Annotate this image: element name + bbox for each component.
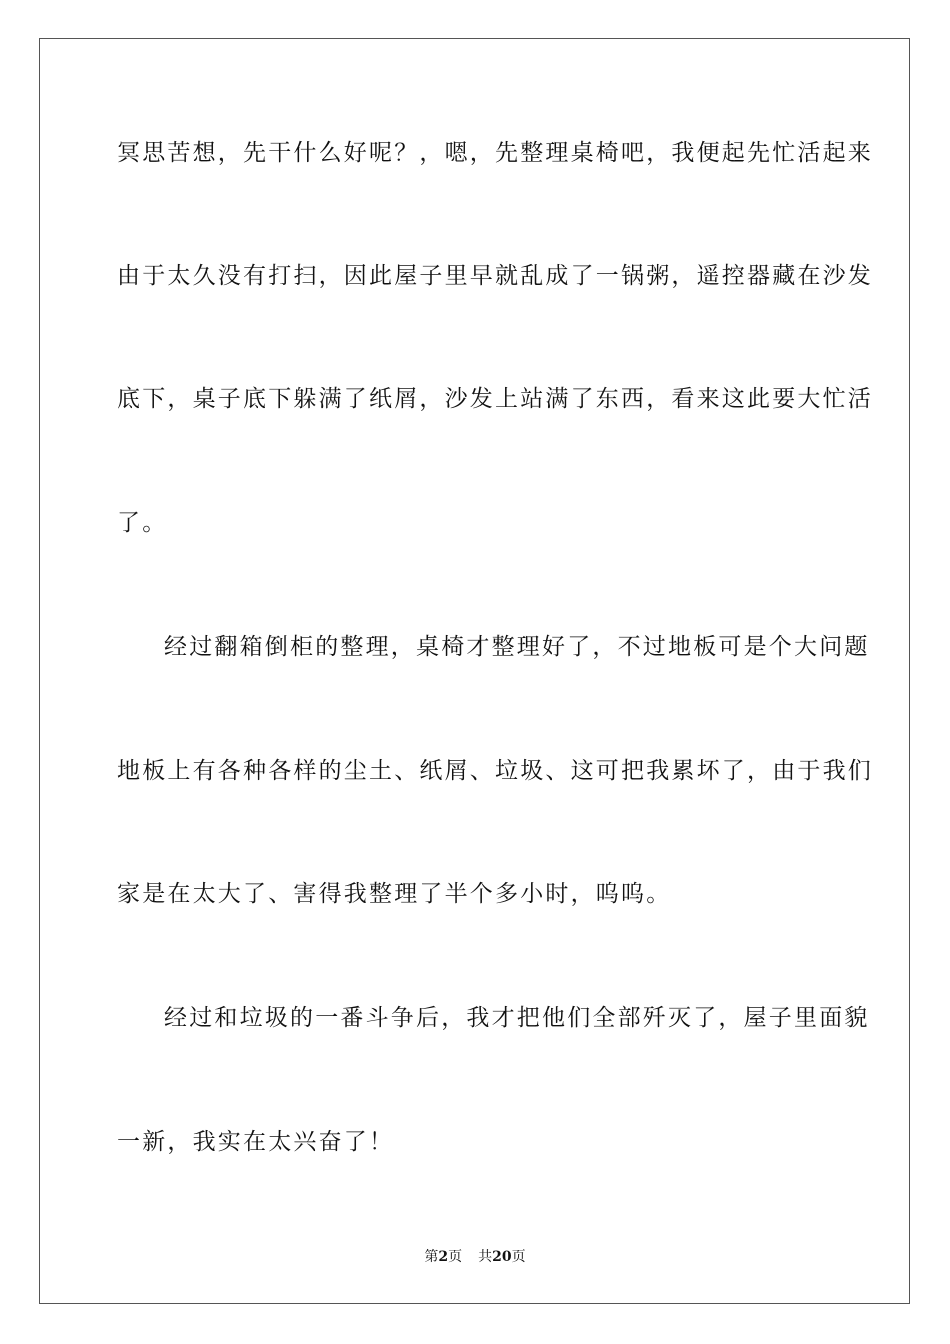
- text-line: 了。: [117, 510, 168, 536]
- current-page-number: 2: [438, 1249, 449, 1265]
- total-label-prefix: 共: [478, 1249, 493, 1265]
- total-page-count: 20: [492, 1249, 512, 1265]
- text-line: 底下，桌子底下躲满了纸屑，沙发上站满了东西，看来这此要大忙活: [117, 386, 873, 412]
- page-label-prefix: 第: [424, 1249, 439, 1265]
- text-line: 地板上有各种各样的尘土、纸屑、垃圾、这可把我累坏了，由于我们: [117, 758, 873, 784]
- page-border: [39, 38, 910, 1304]
- text-line: 家是在太大了、害得我整理了半个多小时，呜呜。: [117, 881, 672, 907]
- paragraph-start-line: 经过和垃圾的一番斗争后，我才把他们全部歼灭了，屋子里面貌: [164, 1005, 870, 1031]
- page-label-suffix: 页: [448, 1249, 463, 1265]
- paragraph-start-line: 经过翻箱倒柜的整理，桌椅才整理好了，不过地板可是个大问题: [164, 634, 870, 660]
- text-line: 一新，我实在太兴奋了！: [117, 1129, 395, 1155]
- text-line: 由于太久没有打扫，因此屋子里早就乱成了一锅粥，遥控器藏在沙发: [117, 263, 873, 289]
- page-footer: [0, 1247, 950, 1267]
- text-line: 冥思苦想，先干什么好呢？，嗯，先整理桌椅吧，我便起先忙活起来: [117, 140, 873, 166]
- total-label-suffix: 页: [511, 1249, 526, 1265]
